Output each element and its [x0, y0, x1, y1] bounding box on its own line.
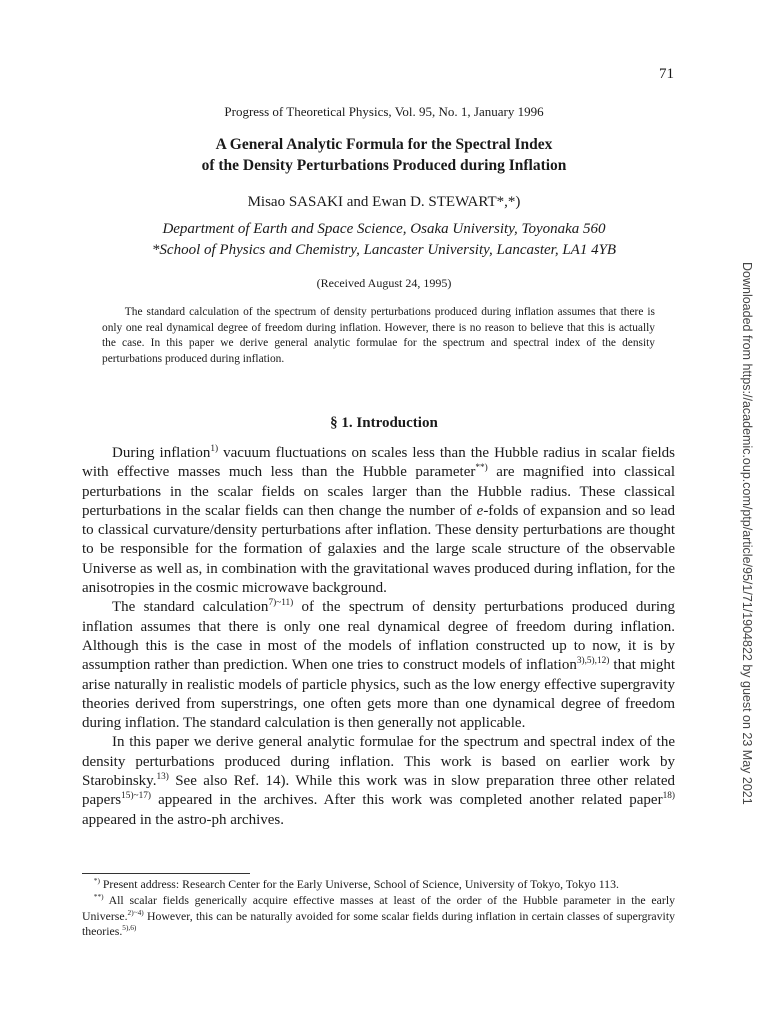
text-span: During inflation — [112, 445, 211, 461]
text-span: of the spectrum of density perturbations produced during inflation assumes that there is only one real dynamical degree of freedom during inflation. Although this is the case in most of the models of inflation constructed up to now, it is by assumption rather than prediction. When one tries to construct models of inflation — [82, 599, 676, 674]
text-span: are magnified into classical perturbations in the scalar fields on scales larger than the Hubble radius. These classical perturbations in the scalar fields can then change the number of — [82, 464, 675, 519]
footnote-divider — [82, 873, 250, 874]
text-span: In this paper we derive general analytic formulae for the spectrum and spectral index of the density perturbations produced during inflation. This work is based on earlier work by Starobinsky. — [82, 734, 675, 790]
citation-ref: 7)~11) — [268, 598, 294, 609]
citation-ref: 18) — [662, 791, 675, 802]
text-span: However, this can be naturally avoided for some scalar fields during inflation in certain classes of supergravity theories. — [82, 908, 675, 939]
text-span: See also Ref. 14). While this work was in slow preparation three other related papers — [82, 773, 675, 809]
introduction-body — [82, 444, 675, 830]
paragraph-2 — [82, 598, 675, 733]
citation-ref: 3),5),12) — [576, 656, 610, 667]
footnotes — [82, 877, 675, 940]
citation-ref: 5),6) — [122, 923, 137, 933]
citation-ref: 13) — [156, 772, 169, 783]
author-list: Misao SASAKI and Ewan D. STEWART*,*) — [247, 194, 521, 210]
citation-ref: 15)~17) — [121, 791, 151, 802]
text-span: that might arise naturally in realistic models of particle physics, such as the low energy effective supergravity theories derived from superstrings, one often gets more than one dynamical degree of freedom during inflation. The standard calculation is then generally not applicable. — [82, 657, 675, 732]
text-span: appeared in the archives. After this work was completed another related paper — [150, 792, 663, 809]
text-span: All scalar fields generically acquire effective masses at least of the order of the Hubble parameter in the early Universe. — [82, 892, 675, 923]
footnote-mark: *) — [93, 876, 100, 886]
italic-symbol: e — [476, 502, 484, 519]
footnote-1 — [82, 877, 675, 893]
page-number: 71 — [659, 66, 674, 82]
title-line-1: A General Analytic Formula for the Spectral Index — [215, 136, 553, 153]
text-span: appeared in the astro-ph archives. — [82, 811, 284, 828]
affiliation-lancaster: *School of Physics and Chemistry, Lancaster University, Lancaster, LA1 4YB — [151, 242, 617, 258]
received-date: (Received August 24, 1995) — [316, 276, 452, 290]
paragraph-3 — [82, 733, 675, 829]
footnote-mark: **) — [93, 891, 104, 901]
citation-ref: 1) — [210, 444, 219, 454]
text-span: vacuum fluctuations on scales less than the Hubble radius in scalar fields with effective masses much less than the Hubble parameter — [82, 445, 675, 481]
affiliation-osaka: Department of Earth and Space Science, Osaka University, Toyonaka 560 — [162, 221, 606, 237]
footnote-2 — [82, 893, 675, 940]
citation-ref: 2)~4) — [127, 907, 144, 917]
download-watermark: Downloaded from https://academic.oup.com/ptp/article/95/1/71/1904822 by guest on 23 May 2021 — [740, 262, 754, 805]
paper-title — [0, 134, 768, 176]
abstract: The standard calculation of the spectrum of density perturbations produced during inflation assumes that there is only one real dynamical degree of freedom during inflation. However, there is no reason to believe that this is actually the case. In this paper we derive general analytic formulae for the spectrum and spectral index of the density perturbations produced during inflation. — [102, 306, 655, 365]
text-span: -folds of expansion and so lead to classical curvature/density perturbations after inflation. These density perturbations are thought to be responsible for the formation of galaxies and the large scale structure of the observable Universe as well as, in combination with the gravitational waves produced during inflation, for the anisotropies in the cosmic microwave background. — [82, 502, 675, 597]
section-heading: § 1. Introduction — [330, 415, 438, 431]
text-span: The standard calculation — [112, 599, 269, 616]
paragraph-1 — [82, 444, 675, 598]
text-span: Present address: Research Center for the Early Universe, School of Science, University of Tokyo, Tokyo 113. — [99, 877, 619, 891]
title-line-2: of the Density Perturbations Produced during Inflation — [201, 157, 567, 174]
footnote-ref: **) — [475, 463, 488, 474]
journal-citation: Progress of Theoretical Physics, Vol. 95, No. 1, January 1996 — [224, 104, 544, 119]
